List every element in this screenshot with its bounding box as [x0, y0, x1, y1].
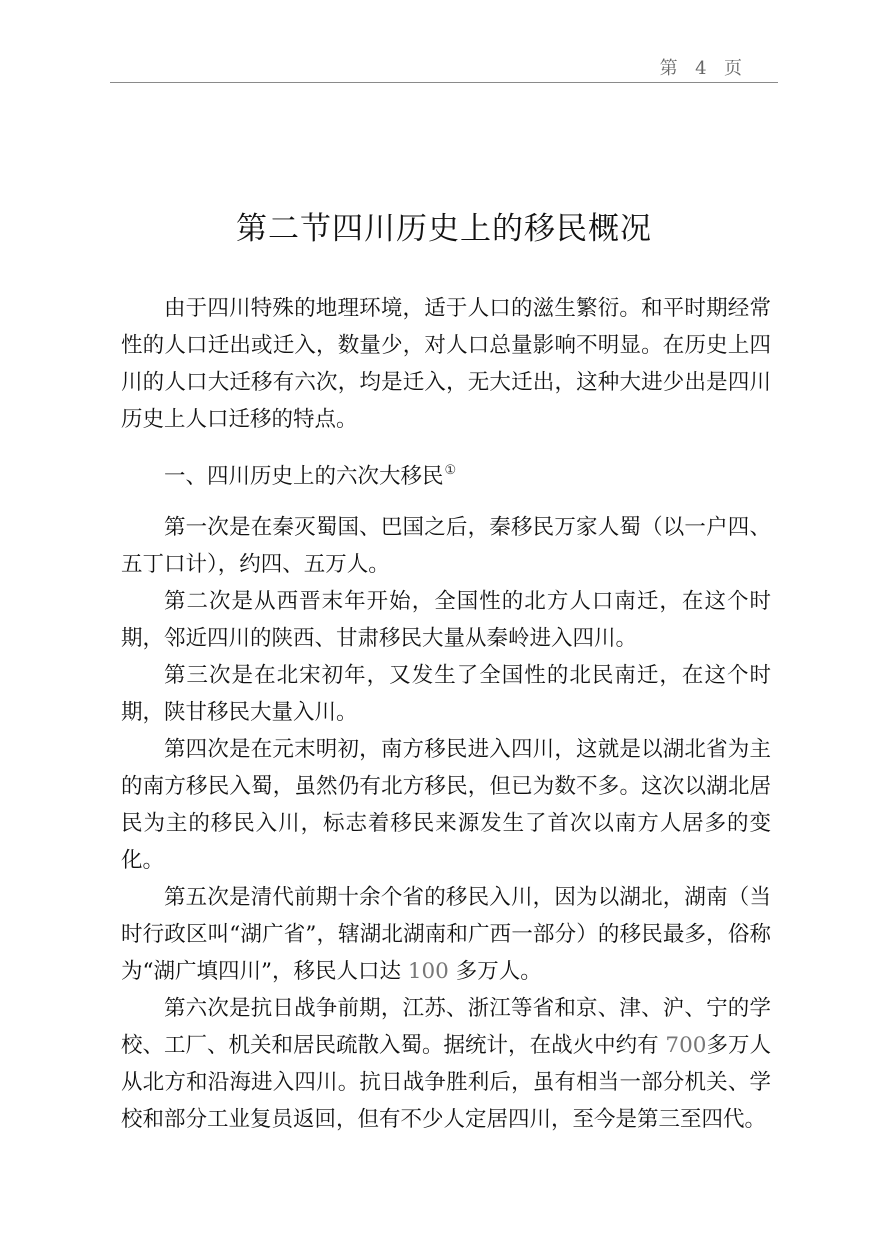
- fifth-population-number: 100: [407, 959, 449, 984]
- footnote-marker: ①: [444, 463, 457, 478]
- page-header: [110, 52, 778, 83]
- page-number: 第 4 页: [659, 58, 744, 79]
- body-text: [121, 290, 771, 1138]
- fifth-text-b: 多万人。: [448, 959, 542, 984]
- section-title: 第二节四川历史上的移民概况: [236, 211, 652, 247]
- intro-paragraph: 由于四川特殊的地理环境，适于人口的滋生繁衍。和平时期经常性的人口迁出或迁入，数量少，对人口总量影响不明显。在历史上四川的人口大迁移有六次，均是迁入，无大迁出，这种大进少出是四川历史上人口迁移的特点。: [121, 296, 771, 432]
- paragraph-fourth-migration: 第四次是在元末明初，南方移民进入四川，这就是以湖北省为主的南方移民入蜀，虽然仍有北方移民，但已为数不多。这次以湖北居民为主的移民入川，标志着移民来源发生了首次以南方人居多的变化。: [121, 737, 771, 873]
- paragraph-fifth-migration: [121, 879, 771, 990]
- paragraph-third-migration: 第三次是在北宋初年，又发生了全国性的北民南迁，在这个时期，陕甘移民大量入川。: [121, 663, 771, 725]
- sixth-population-number: 700: [665, 1033, 707, 1058]
- sixth-text-b: 多万人从北方和沿海进入四川。抗日战争胜利后，虽有相当一部分机关、学校和部分工业复员返回，但有不少人定居四川，至今是第三至四代。: [121, 1033, 771, 1132]
- sixth-text-a: 第六次是抗日战争前期，江苏、浙江等省和京、津、沪、宁的学校、工厂、机关和居民疏散入蜀。据统计，在战火中约有: [121, 996, 771, 1058]
- fifth-text-a: 第五次是清代前期十余个省的移民入川，因为以湖北，湖南（当时行政区叫“湖广省”，辖湖北湖南和广西一部分）的移民最多，俗称为“湖广填四川”，移民人口达: [121, 885, 771, 984]
- paragraph-second-migration: 第二次是从西晋末年开始，全国性的北方人口南迁，在这个时期，邻近四川的陕西、甘肃移民大量从秦岭进入四川。: [121, 589, 771, 651]
- paragraph-sixth-migration: [121, 990, 771, 1138]
- subheading-text: 一、四川历史上的六次大移民: [164, 464, 444, 489]
- paragraph-first-migration: 第一次是在秦灭蜀国、巴国之后，秦移民万家人蜀（以一户四、五丁口计），约四、五万人。: [121, 515, 771, 577]
- subheading: [121, 452, 771, 495]
